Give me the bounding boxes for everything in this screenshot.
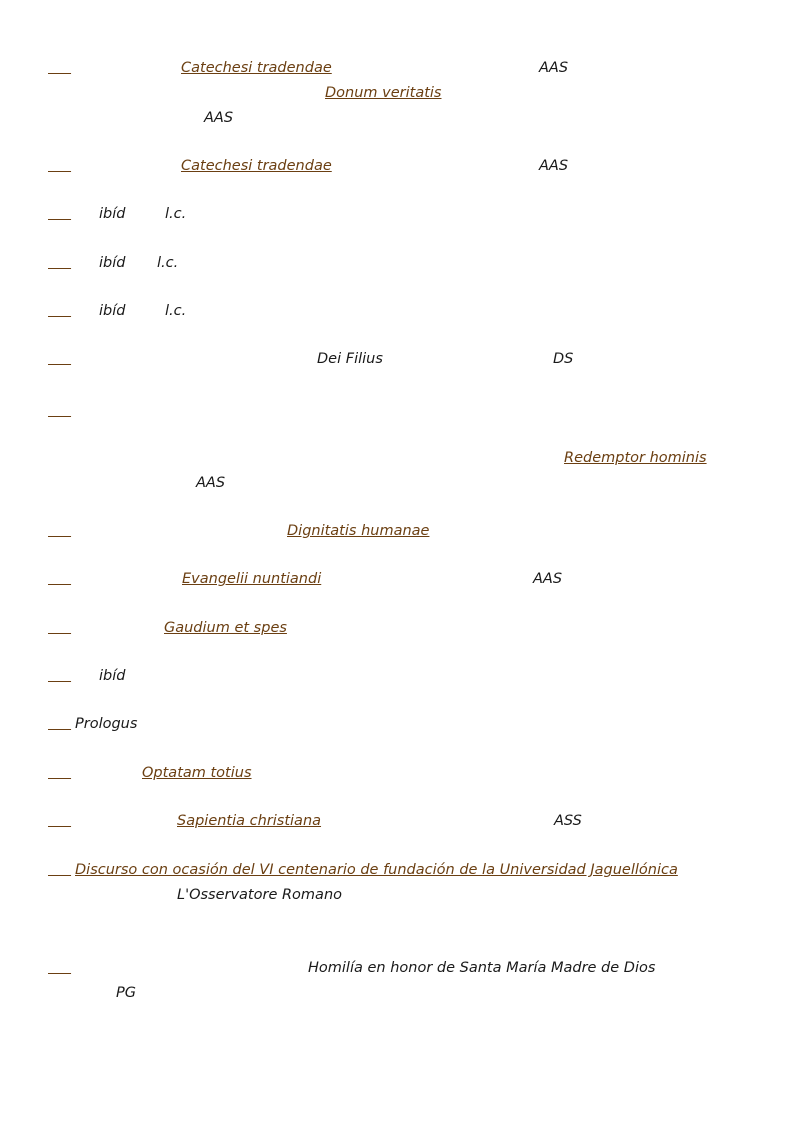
footnote-marker[interactable]	[48, 715, 71, 733]
citation-text: AAS	[204, 110, 234, 126]
citation-text: AAS	[533, 571, 563, 587]
footnote-marker[interactable]	[48, 812, 71, 830]
footnote-marker[interactable]	[48, 861, 71, 879]
citation-text: AAS	[196, 475, 226, 491]
citation-link[interactable]: Optatam totius	[142, 765, 252, 781]
citation-text: l.c.	[157, 255, 179, 271]
footnote-marker[interactable]	[48, 350, 71, 368]
citation-text: L'Osservatore Romano	[177, 887, 343, 903]
footnote-marker[interactable]	[48, 157, 71, 175]
citation-text: PG	[116, 985, 136, 1001]
footnote-marker[interactable]	[48, 667, 71, 685]
citation-text: ASS	[554, 813, 582, 829]
citation-text: AAS	[539, 60, 569, 76]
citation-link[interactable]: Discurso con ocasión del VI centenario de fundación de la Universidad Jaguellónica	[75, 862, 678, 878]
citation-text: ibíd	[99, 255, 126, 271]
footnote-marker[interactable]	[48, 402, 71, 420]
footnote-marker[interactable]	[48, 959, 71, 977]
citation-link[interactable]: Redemptor hominis	[564, 450, 707, 466]
footnote-marker[interactable]	[48, 619, 71, 637]
citation-text: ibíd	[99, 303, 126, 319]
citation-text: Dei Filius	[317, 351, 383, 367]
footnote-marker[interactable]	[48, 764, 71, 782]
citation-link[interactable]: Sapientia christiana	[177, 813, 322, 829]
citation-text: AAS	[539, 158, 569, 174]
citation-link[interactable]: Gaudium et spes	[164, 620, 287, 636]
footnote-marker[interactable]	[48, 302, 71, 320]
citation-text: l.c.	[165, 206, 187, 222]
footnote-marker[interactable]	[48, 254, 71, 272]
footnote-marker[interactable]	[48, 205, 71, 223]
citation-text: ibíd	[99, 668, 126, 684]
footnote-marker[interactable]	[48, 59, 71, 77]
footnote-marker[interactable]	[48, 522, 71, 540]
citation-text: l.c.	[165, 303, 187, 319]
footnote-marker[interactable]	[48, 570, 71, 588]
citation-link[interactable]: Catechesi tradendae	[181, 158, 332, 174]
citation-text: DS	[553, 351, 574, 367]
citation-text: ibíd	[99, 206, 126, 222]
citation-link[interactable]: Evangelii nuntiandi	[182, 571, 322, 587]
citation-text: Prologus	[75, 716, 138, 732]
citation-link[interactable]: Donum veritatis	[325, 85, 442, 101]
citation-text: Homilía en honor de Santa María Madre de Dios	[308, 960, 656, 976]
citation-link[interactable]: Dignitatis humanae	[287, 523, 430, 539]
citation-link[interactable]: Catechesi tradendae	[181, 60, 332, 76]
